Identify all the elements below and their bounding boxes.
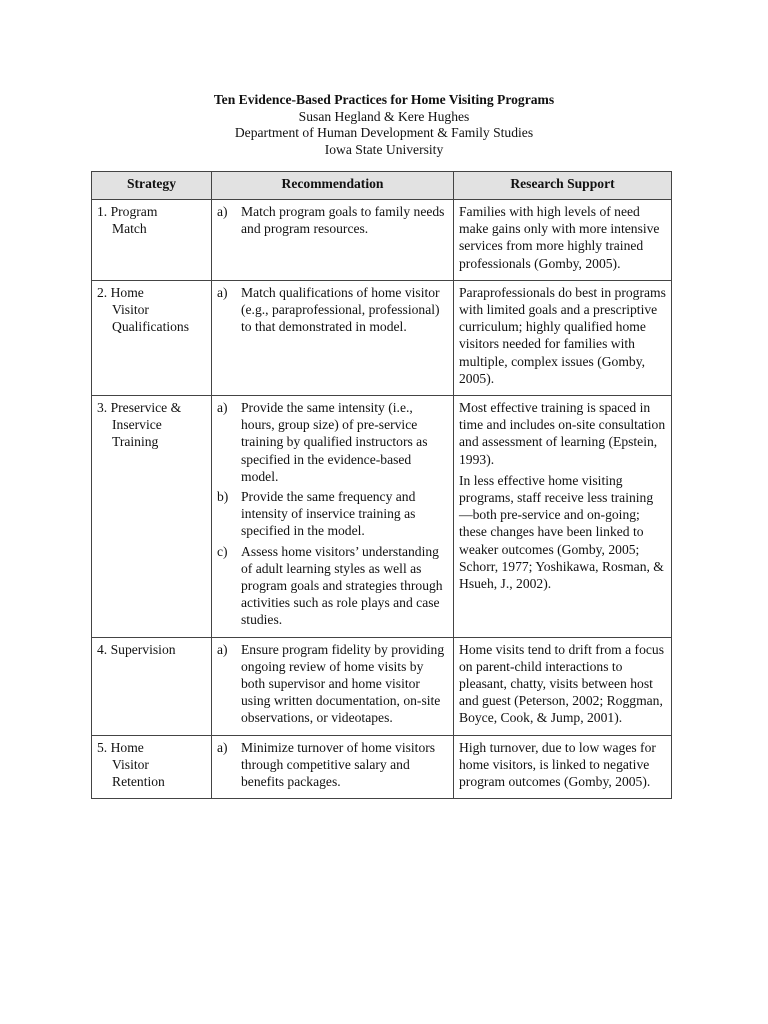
- recommendation-cell: [212, 396, 454, 638]
- strategy-cell: [92, 200, 212, 281]
- research-support-cell: [454, 735, 672, 799]
- strategy-cell: [92, 280, 212, 395]
- strategy-line: 1. Program: [97, 204, 158, 219]
- column-header-research-support: Research Support: [454, 172, 672, 200]
- document-header: [0, 92, 768, 158]
- strategy-cell: [92, 396, 212, 638]
- recommendation-marker: a): [217, 641, 228, 657]
- strategy-line: 2. Home: [97, 284, 144, 300]
- research-support-cell: [454, 637, 672, 735]
- university: Iowa State University: [324, 141, 444, 157]
- recommendation-text: Provide the same frequency and intensity of inservice training as specified in the model.: [241, 489, 416, 539]
- recommendation-text: Ensure program fidelity by providing ongoing review of home visits by both supervisor and home visitor using written documentation, on-site observations, or videotapes.: [241, 641, 445, 726]
- table-row: [92, 280, 672, 395]
- recommendation-item: [217, 641, 448, 727]
- recommendation-marker: b): [217, 489, 229, 505]
- department: Department of Human Development & Family Studies: [234, 125, 534, 140]
- research-support-cell: [454, 200, 672, 281]
- column-header-strategy: Strategy: [92, 172, 212, 200]
- table-row: [92, 200, 672, 281]
- recommendation-cell: [212, 637, 454, 735]
- recommendation-cell: [212, 280, 454, 395]
- document-title: Ten Evidence-Based Practices for Home Visiting Programs: [213, 92, 555, 107]
- strategy-line: Visitor: [112, 756, 149, 772]
- recommendation-marker: a): [217, 400, 228, 416]
- strategy-line: 4. Supervision: [97, 641, 176, 657]
- recommendation-item: [217, 284, 448, 336]
- recommendation-text: Match program goals to family needs and program resources.: [241, 204, 445, 237]
- table-row: [92, 637, 672, 735]
- recommendation-cell: [212, 735, 454, 799]
- strategy-line: 5. Home: [97, 739, 144, 755]
- recommendation-marker: a): [217, 204, 228, 219]
- recommendation-item: [217, 399, 448, 485]
- table-header-row: [92, 172, 672, 200]
- research-paragraph: Most effective training is spaced in time and includes on-site consultation and assessment of learning (Epstein, 1993).: [459, 400, 666, 467]
- research-paragraph: Families with high levels of need make gains only with more intensive services from more highly trained professionals (Gomby, 2005).: [459, 204, 660, 271]
- recommendation-marker: a): [217, 739, 228, 755]
- table-row: [92, 396, 672, 638]
- recommendation-item: [217, 203, 448, 237]
- recommendation-text: Assess home visitors’ understanding of adult learning styles as well as program goals and strategies through activities such as role plays and case studies.: [241, 543, 443, 628]
- strategy-line: Retention: [112, 774, 165, 790]
- strategy-line: 3. Preservice &: [97, 400, 182, 416]
- table-row: [92, 735, 672, 799]
- strategy-cell: [92, 637, 212, 735]
- strategy-line: Visitor: [112, 302, 149, 318]
- research-support-cell: [454, 280, 672, 395]
- authors: Susan Hegland & Kere Hughes: [298, 108, 470, 124]
- strategy-line: Training: [112, 434, 159, 450]
- recommendation-item: [217, 543, 448, 629]
- recommendation-item: [217, 739, 448, 791]
- recommendation-cell: [212, 200, 454, 281]
- recommendation-text: Provide the same intensity (i.e., hours, group size) of pre-service training by qualified instructors as specified in the evidence-based model.: [241, 400, 428, 484]
- strategy-line: Qualifications: [112, 319, 190, 335]
- recommendation-marker: c): [217, 543, 228, 559]
- research-support-cell: [454, 396, 672, 638]
- strategy-cell: [92, 735, 212, 799]
- research-paragraph: High turnover, due to low wages for home visitors, is linked to negative program outcomes (Gomby, 2005).: [459, 739, 656, 790]
- research-paragraph: In less effective home visiting programs, staff receive less training—both pre-service and on-going; these changes have been linked to weaker outcomes (Gomby, 2005; Schorr, 1977; Yoshikawa, Rosman, & Hsueh, J., 2002).: [459, 472, 664, 592]
- practices-table: [91, 171, 672, 799]
- column-header-recommendation: Recommendation: [212, 172, 454, 200]
- research-paragraph: Paraprofessionals do best in programs with limited goals and a prescriptive curriculum; highly qualified home visitors needed for families with multiple, complex issues (Gomby, 2005).: [459, 284, 666, 386]
- strategy-line: Match: [112, 221, 147, 237]
- table-body: [92, 200, 672, 799]
- recommendation-text: Minimize turnover of home visitors through competitive salary and benefits packages.: [241, 739, 436, 790]
- strategy-line: Inservice: [112, 417, 162, 433]
- recommendation-item: [217, 488, 448, 540]
- research-paragraph: Home visits tend to drift from a focus on parent-child interactions to pleasant, chatty, visits between host and guest (Peterson, 2002; Roggman, Boyce, Cook, & Jump, 2001).: [459, 641, 665, 726]
- recommendation-marker: a): [217, 284, 228, 300]
- recommendation-text: Match qualifications of home visitor (e.g., paraprofessional, professional) to that demonstrated in model.: [241, 284, 440, 335]
